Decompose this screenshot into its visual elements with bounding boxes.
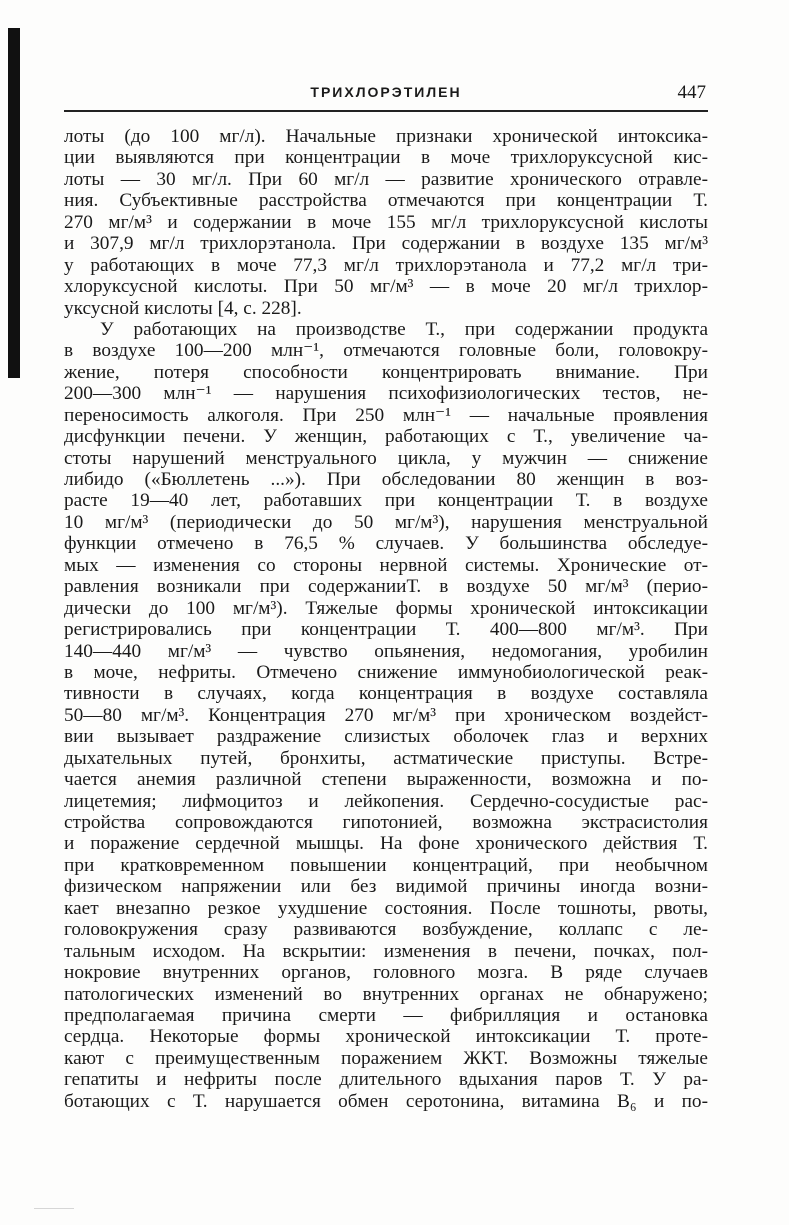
text-line: функции отмечено в 76,5 % случаев. У большинства обследуе- — [64, 533, 708, 555]
text-line: переносимость алкоголя. При 250 млн⁻¹ — начальные проявления — [64, 404, 708, 426]
text-line: лоты (до 100 мг/л). Начальные признаки хронической интоксика- — [64, 126, 708, 147]
scan-artifact-line — [34, 1208, 74, 1209]
text-line: сердца. Некоторые формы хронической интоксикации Т. проте- — [64, 1026, 708, 1048]
text-line: хлоруксусной кислоты. При 50 мг/м³ — в моче 20 мг/л трихлор- — [64, 276, 708, 298]
running-header — [64, 82, 708, 112]
text-line: жение, потеря способности концентрировать внимание. При — [64, 361, 708, 383]
body-text — [64, 126, 708, 1112]
text-line: и 307,9 мг/л трихлорэтанола. При содержании в воздухе 135 мг/м³ — [64, 233, 708, 255]
text-line: 200—300 млн⁻¹ — нарушения психофизиологических тестов, не- — [64, 383, 708, 405]
text-line: 270 мг/м³ и содержании в моче 155 мг/л трихлоруксусной кислоты — [64, 211, 708, 233]
text-line: у работающих в моче 77,3 мг/л трихлорэтанола и 77,2 мг/л три- — [64, 254, 708, 276]
text-line: головокружения сразу развиваются возбуждение, коллапс с ле- — [64, 919, 708, 941]
text-line: ции выявляются при концентрации в моче трихлоруксусной кис- — [64, 147, 708, 169]
running-head-title: ТРИХЛОРЭТИЛЕН — [310, 84, 462, 100]
text-line: в воздухе 100—200 млн⁻¹, отмечаются головные боли, головокру- — [64, 340, 708, 362]
text-line: чается анемия различной степени выраженности, возможна и по- — [64, 769, 708, 791]
text-line: и поражение сердечной мышцы. На фоне хронического действия Т. — [64, 833, 708, 855]
text-line: кают с преимущественным поражением ЖКТ. Возможны тяжелые — [64, 1047, 708, 1069]
text-line: У работающих на производстве Т., при содержании продукта — [100, 318, 708, 340]
text-line: при кратковременном повышении концентраций, при необычном — [64, 854, 708, 876]
text-line: равления возникали при содержанииТ. в воздухе 50 мг/м³ (перио- — [64, 576, 708, 598]
text-line: тивности в случаях, когда концентрация в воздухе составляла — [64, 683, 708, 705]
text-line: стройства сопровождаются гипотонией, возможна экстрасистолия — [64, 812, 708, 833]
text-line: тальным исходом. На вскрытии: изменения в печени, почках, пол- — [64, 940, 708, 962]
text-line: 50—80 мг/м³. Концентрация 270 мг/м³ при хроническом воздейст- — [64, 704, 708, 726]
text-line: лоты — 30 мг/л. При 60 мг/л — развитие хронического отравле- — [64, 168, 708, 190]
header-rule — [64, 110, 708, 112]
text-line: гепатиты и нефриты после длительного вдыхания паров Т. У ра- — [64, 1069, 708, 1091]
scan-edge-bar — [8, 28, 20, 378]
text-line: стоты нарушений менструального цикла, у мужчин — снижение — [64, 447, 708, 469]
text-line: дисфункции печени. У женщин, работающих с Т., увеличение ча- — [64, 426, 708, 448]
text-line: 140—440 мг/м³ — чувство опьянения, недомогания, уробилин — [64, 640, 708, 662]
text-line: 10 мг/м³ (периодически до 50 мг/м³), нарушения менструальной — [64, 511, 708, 533]
text-line: ния. Субъективные расстройства отмечаются при концентрации Т. — [64, 190, 708, 212]
text-line: дически до 100 мг/м³). Тяжелые формы хронической интоксикации — [64, 597, 708, 619]
page-number: 447 — [677, 82, 706, 103]
text-line: в моче, нефриты. Отмечено снижение иммунобиологической реак- — [64, 661, 708, 683]
text-line: дыхательных путей, бронхиты, астматические приступы. Встре- — [64, 747, 708, 769]
text-line: кает внезапно резкое ухудшение состояния. После тошноты, рвоты, — [64, 897, 708, 919]
text-line: предполагаемая причина смерти — фибрилляция и остановка — [64, 1004, 708, 1026]
text-line: нокровие внутренних органов, головного мозга. В ряде случаев — [64, 962, 708, 984]
text-line: вии вызывает раздражение слизистых оболочек глаз и верхних — [64, 726, 708, 748]
text-line: уксусной кислоты [4, с. 228]. — [64, 297, 302, 319]
text-line: физическом напряжении или без видимой причины иногда возни- — [64, 876, 708, 898]
text-line: либидо («Бюллетень ...»). При обследовании 80 женщин в воз- — [64, 469, 708, 490]
text-line: лицетемия; лифмоцитоз и лейкопения. Сердечно-сосудистые рас- — [64, 790, 708, 812]
text-line: расте 19—40 лет, работавших при концентрации Т. в воздухе — [64, 490, 708, 512]
text-line: регистрировались при концентрации Т. 400—800 мг/м³. При — [64, 619, 708, 641]
text-line: мых — изменения со стороны нервной системы. Хронические от- — [64, 554, 708, 576]
text-line: патологических изменений во внутренних органах не обнаружено; — [64, 983, 708, 1005]
text-line: ботающих с Т. нарушается обмен серотонина, витамина B₆ и по- — [64, 1090, 708, 1112]
